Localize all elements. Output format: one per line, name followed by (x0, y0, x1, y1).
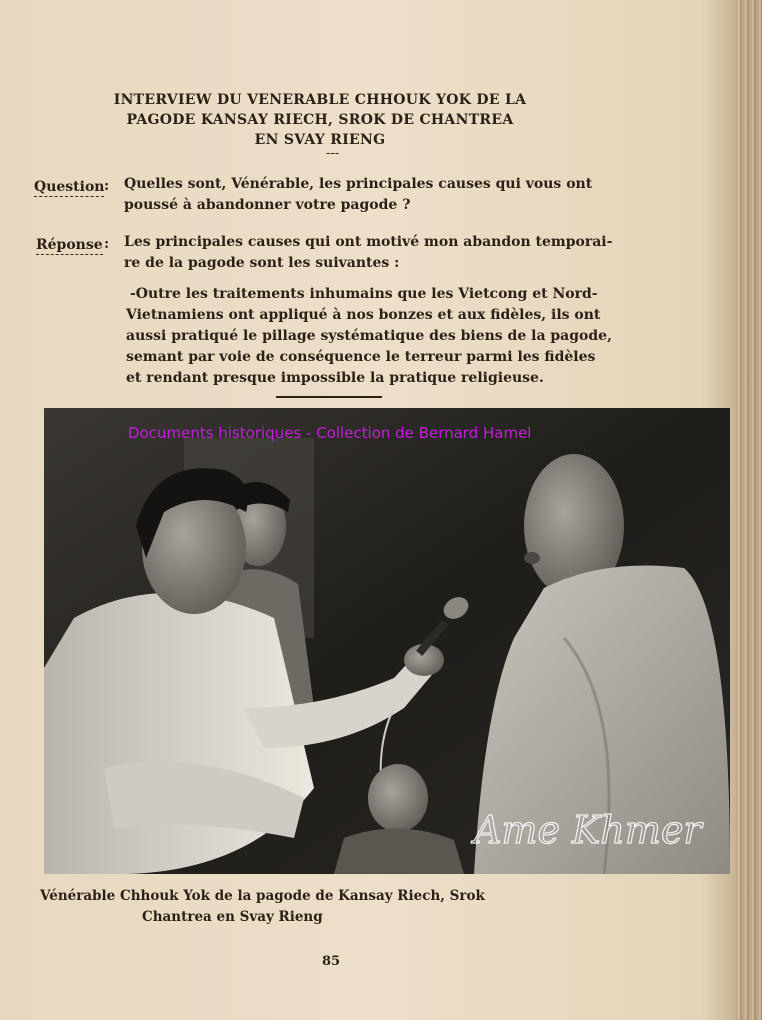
answer-body (126, 284, 612, 389)
question-line-1: Quelles sont, Vénérable, les principales causes qui vous ont (124, 176, 593, 192)
answer-line-2: re de la pagode sont les suivantes : (124, 255, 400, 271)
interview-title (100, 90, 540, 150)
question-colon: : (104, 178, 110, 194)
question-line-2: poussé à abandonner votre pagode ? (124, 197, 411, 213)
answer-intro (124, 232, 613, 274)
section-rule (276, 396, 382, 398)
caption-line-2: Chantrea en Svay Rieng (142, 909, 323, 925)
question-label: Question (34, 179, 105, 195)
photo-caption (40, 886, 560, 928)
caption-line-1: Vénérable Chhouk Yok de la pagode de Kansay Riech, Srok (40, 888, 485, 904)
title-line-1: INTERVIEW DU VENERABLE CHHOUK YOK DE LA (113, 92, 527, 108)
watermark-ame-khmer: Ame Khmer (474, 808, 702, 852)
interview-photo (44, 408, 730, 874)
page-number: 85 (322, 954, 341, 969)
question-text (124, 174, 594, 216)
answer-body-line-3: aussi pratiqué le pillage systématique des biens de la pagode, (126, 328, 612, 344)
answer-label: Réponse (36, 237, 103, 253)
answer-body-line-1: -Outre les traitements inhumains que les Vietcong et Nord- (130, 286, 598, 302)
title-line-3: EN SVAY RIENG (254, 132, 386, 148)
watermark-collection: Documents historiques - Collection de Bernard Hamel (128, 424, 532, 442)
answer-body-line-2: Vietnamiens ont appliqué à nos bonzes et aux fidèles, ils ont (126, 307, 601, 323)
title-separator: --- (326, 146, 340, 161)
answer-body-line-4: semant par voie de conséquence le terreur parmi les fidèles (126, 349, 596, 365)
answer-body-line-5: et rendant presque impossible la pratique religieuse. (126, 370, 544, 386)
book-binding (736, 0, 762, 1020)
photo-illustration (44, 408, 730, 874)
answer-line-1: Les principales causes qui ont motivé mon abandon temporai- (124, 234, 613, 250)
title-line-2: PAGODE KANSAY RIECH, SROK DE CHANTREA (126, 112, 514, 128)
answer-colon: : (104, 236, 110, 252)
